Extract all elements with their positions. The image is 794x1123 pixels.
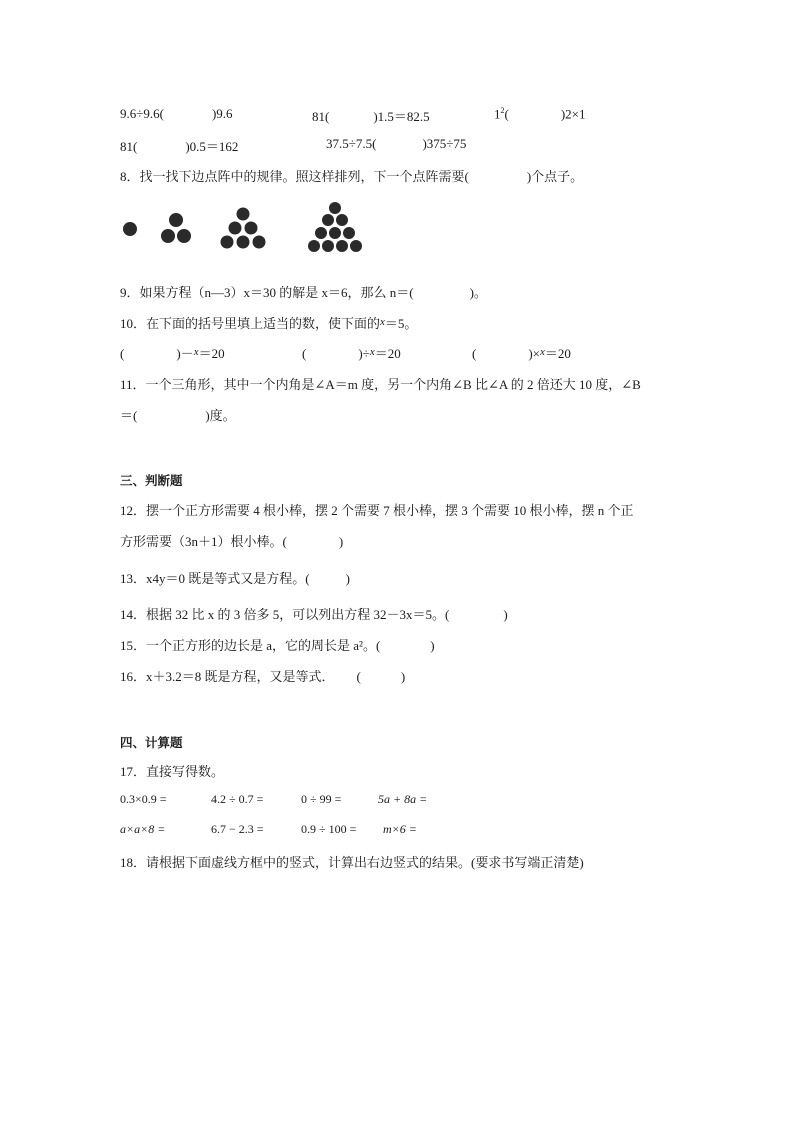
question-11-line-1: 11．一个三角形，其中一个内角是∠A＝m 度，另一个内角∠B 比∠A 的 2 倍还大 10 度，∠B [120, 377, 641, 392]
cmp-1-left: 9.6÷9.6( [120, 106, 164, 121]
q10-b-eq: ＝20 [374, 346, 401, 361]
question-13 [120, 568, 350, 587]
q10-c-eq: ＝20 [544, 346, 571, 361]
q10-a-open: ( [120, 346, 125, 361]
calc-1-2: 4.2 ÷ 0.7 = [211, 792, 264, 806]
question-10 [120, 313, 417, 332]
q10-text: 10．在下面的括号里填上适当的数，使下面的 [120, 316, 381, 331]
cmp-2-left: 81( [312, 109, 330, 124]
q12-close: ) [338, 534, 344, 549]
q14-text: 14．根据 32 比 x 的 3 倍多 5，可以列出方程 32－3x＝5。( [120, 607, 450, 622]
q10-b-x: x [369, 346, 375, 358]
q16-close: ) [400, 669, 406, 684]
comparison-row-1c [494, 106, 586, 122]
calc-1-3: 0 ÷ 99 = [301, 792, 342, 806]
calc-2-3: 0.9 ÷ 100 = [301, 822, 357, 836]
q8-text-end: )个点子。 [526, 169, 584, 184]
q16-open: ( [356, 669, 361, 684]
calc-2-1: a×a×8 = [120, 822, 166, 836]
question-14 [120, 604, 508, 623]
comparison-row-2b [326, 136, 466, 152]
q10-blank-b [302, 343, 401, 362]
q9-text: 9．如果方程（n—3）x＝30 的解是 x＝6，那么 n＝( [120, 285, 414, 300]
q15-close: ) [430, 638, 435, 653]
question-17: 17．直接写得数。 [120, 764, 225, 779]
q11-close: )度。 [205, 408, 236, 423]
q11-open: ＝( [120, 408, 138, 423]
dot-pattern-6 [221, 208, 266, 249]
comparison-row-1 [120, 106, 233, 122]
q10-c-x: x [540, 346, 545, 358]
q10-var-x: x [380, 316, 385, 328]
question-16 [120, 666, 405, 685]
q13-text: 13．x4y＝0 既是等式又是方程。( [120, 571, 310, 586]
q10-c-open: ( [472, 346, 477, 361]
question-8 [120, 166, 583, 185]
question-9 [120, 282, 487, 301]
question-12-line-1: 12．摆一个正方形需要 4 根小棒，摆 2 个需要 7 根小棒，摆 3 个需要 10 根小棒，摆 n 个正 [120, 503, 634, 518]
dot-pattern-10 [308, 202, 362, 252]
cmp-2-right: )1.5＝82.5 [373, 109, 430, 124]
cmp-3-open: ( [504, 106, 509, 122]
q14-close: ) [503, 607, 508, 622]
q8-text: 8．找一找下边点阵中的规律。照这样排列，下一个点阵需要( [120, 169, 469, 184]
q12-text: 方形需要（3n＋1）根小棒。( [120, 534, 287, 549]
cmp-5-right: )375÷75 [422, 136, 467, 151]
calc-2-2: 6.7 − 2.3 = [211, 822, 264, 836]
cmp-5-left: 37.5÷7.5( [326, 136, 377, 151]
cmp-3-base: 1 [494, 106, 501, 122]
q10-a-eq: ＝20 [198, 346, 225, 361]
q10-a-close: )－ [176, 346, 194, 361]
q10-text-end: ＝5。 [384, 316, 418, 331]
question-18: 18．请根据下面虚线方框中的竖式，计算出右边竖式的结果。(要求书写端正清楚) [120, 855, 584, 870]
section-3-title: 三、判断题 [120, 473, 183, 488]
q13-close: ) [345, 571, 350, 586]
q9-text-end: )。 [469, 285, 487, 300]
calc-1-1: 0.3×0.9 = [120, 792, 167, 806]
q15-text: 15．一个正方形的边长是 a，它的周长是 a²。( [120, 638, 381, 653]
q10-c-close: )× [528, 346, 541, 361]
comparison-row-1b [312, 106, 430, 125]
comparison-row-2 [120, 136, 238, 155]
q16-text: 16．x＋3.2＝8 既是方程，又是等式． [120, 669, 335, 684]
dot-pattern-figure [115, 200, 375, 262]
cmp-3-sup: 2 [500, 106, 505, 115]
q10-b-close: )÷ [358, 346, 370, 361]
cmp-3-right: )2×1 [560, 106, 586, 122]
q10-blank-c [472, 343, 571, 362]
q10-a-x: x [193, 346, 199, 358]
calc-2-4: m×6 = [383, 822, 417, 836]
question-12-line-2 [120, 531, 343, 550]
cmp-4-left: 81( [120, 139, 138, 154]
dot-pattern-1 [123, 222, 137, 236]
section-4-title: 四、计算题 [120, 735, 183, 750]
question-11-line-2 [120, 405, 236, 424]
cmp-4-right: )0.5＝162 [185, 139, 239, 154]
q10-blank-a [120, 343, 225, 362]
cmp-1-right: )9.6 [211, 106, 233, 121]
calc-1-4: 5a + 8a = [378, 792, 428, 806]
dot-pattern-3 [161, 213, 191, 243]
question-15 [120, 635, 435, 654]
q10-b-open: ( [302, 346, 307, 361]
